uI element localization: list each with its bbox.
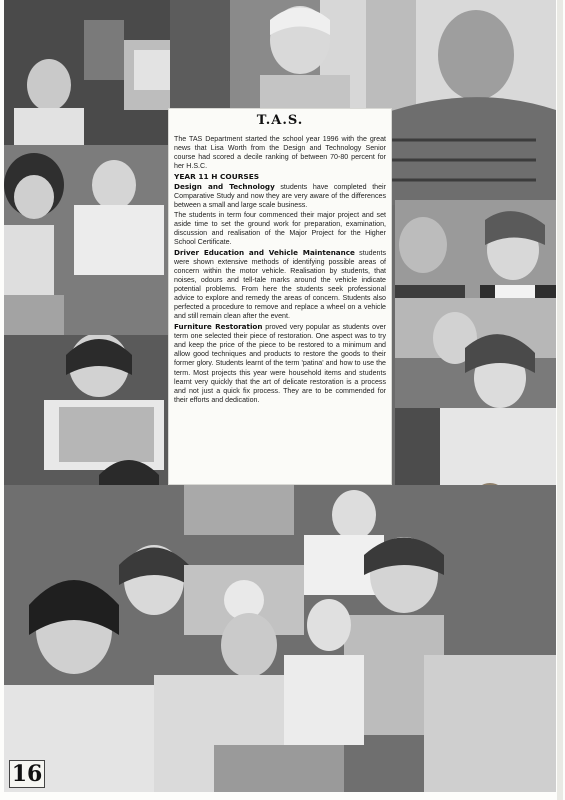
furniture-restoration-text: proved very popular as students over term one selected their piece of restoration. One aspect was to try and keep the price of the piece to be restored to a minimum and allow good techniques and products to restore the goods to their former glory. Students learnt of the term 'patina' and how to use the term. Most projects this year were household items and students learnt very quickly that the art of delicate restoration is a process and not just a quick fix process. They are to be commended for their efforts and dedication. <box>174 323 386 404</box>
photo-students-workshop-top-left <box>4 0 174 150</box>
article-text-box <box>169 109 391 484</box>
design-technology-text: students have completed their Comparative Study and now they are very aware of the differences between a small and large scale business. <box>174 182 386 209</box>
photo-students-bottom-group <box>4 485 556 792</box>
furniture-restoration-heading: Furniture Restoration <box>174 322 263 332</box>
photo-teacher-top-right <box>366 0 556 205</box>
photo-students-group-left <box>4 145 174 340</box>
photo-student-top-center <box>170 0 370 110</box>
section-heading: YEAR 11 H COURSES <box>174 172 260 182</box>
article-title: T.A.S. <box>256 113 304 128</box>
design-technology-paragraph <box>174 182 386 210</box>
driver-education-text: students were shown extensive methods of identifying possible areas of concern within the motor vehicle. Realisation by students, that noises, odours and tell-tale marks around the vehicle indicate potential problems. From here the students seek professional advice to explore and remedy the areas of concern. Students also perfected a procedure to remove and replace a wheel on a vehicle and still remain clean after the event. <box>174 248 386 321</box>
article-intro: The TAS Department started the school year 1996 with the great news that Lisa Worth from the Design and Technology Senior course had scored a decile ranking of between 70-80 percent for her H.S.C. <box>174 135 386 171</box>
page-number: 16 <box>9 760 45 788</box>
driver-education-heading: Driver Education and Vehicle Maintenance <box>174 247 355 257</box>
furniture-restoration-paragraph <box>174 322 386 404</box>
driver-education-paragraph <box>174 248 386 321</box>
major-project-paragraph: The students in term four commenced their major project and set aside time to set the ground work for preparation, examination, discussion and realisation of the Major Project for the Higher School Certificate. <box>174 210 386 246</box>
design-technology-heading: Design and Technology <box>174 181 275 191</box>
page-edge <box>557 0 563 800</box>
